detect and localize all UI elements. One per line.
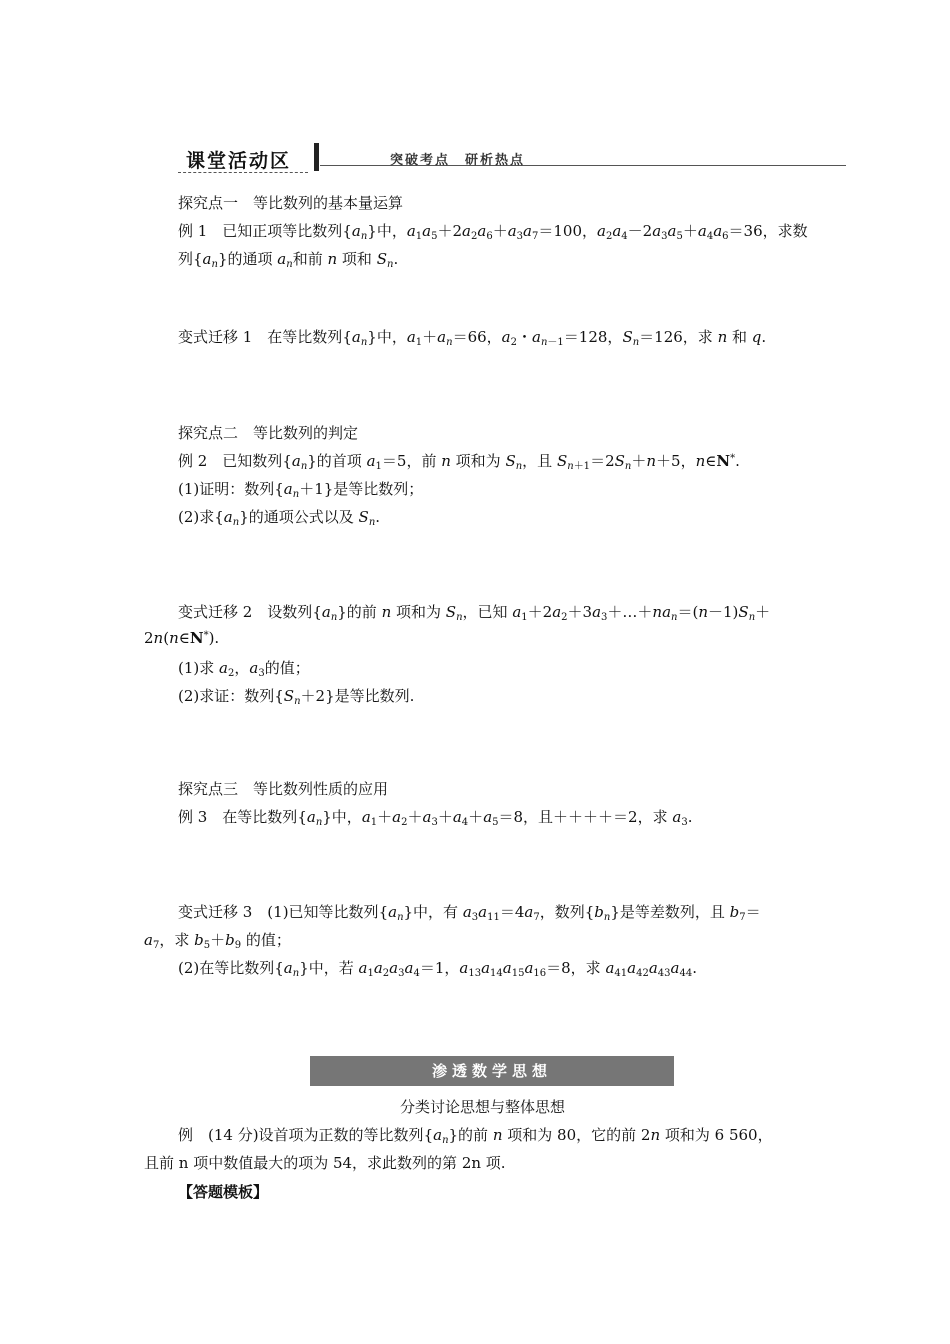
variant-3-part-2: (2)在等比数列$\{a_n\}$中，若 $a_1a_2a_3a_4=1$，$a_{13}a_{14}a_{15}a_{16}=8$，求 $a_{41}a_{42}a_{43}a_{44}$. bbox=[178, 959, 697, 979]
topic-heading-2: 探究点二 等比数列的判定 bbox=[178, 424, 359, 442]
header-dashed-underline bbox=[178, 172, 308, 173]
example-2: 例 2 已知数列$\{a_n\}$的首项 $a_1=5$，前 n 项和为 $S_n$，且 $S_{n+1}=2S_n+n+5$，n∈N*. bbox=[178, 452, 740, 472]
answer-template-label: 【答题模板】 bbox=[178, 1183, 269, 1201]
example-1-line-1: 例 1 已知正项等比数列$\{a_n\}$中，$a_1a_5+2a_2a_6+a_3a_7=100$，$a_2a_4-2a_3a_5+a_4a_6=36$，求数 bbox=[178, 222, 808, 242]
header-divider-bar bbox=[314, 143, 319, 171]
section-header-title: 课堂活动区 bbox=[186, 150, 292, 172]
section-header-subtitle: 突破考点 研析热点 bbox=[390, 153, 526, 168]
variant-2-line-1: 变式迁移 2 设数列$\{a_n\}$的前 n 项和为 $S_n$，已知 $a_1+2a_2+3a_3+\dots+na_n=(n-1)S_n+$ bbox=[178, 603, 771, 623]
thinking-example-line-2: 且前 n 项中数值最大的项为 54，求此数列的第 2n 项. bbox=[144, 1154, 506, 1172]
variant-1: 变式迁移 1 在等比数列$\{a_n\}$中，$a_1+a_n=66$，$a_2$・$a_{n-1}=128$，$S_n=126$，求 n 和 q. bbox=[178, 328, 767, 348]
variant-2-part-2: (2)求证：数列$\{S_n+2\}$是等比数列. bbox=[178, 687, 415, 707]
example-2-part-2: (2)求$\{a_n\}$的通项公式以及 $S_n$. bbox=[178, 508, 381, 528]
example-3: 例 3 在等比数列$\{a_n\}$中，$a_1+a_2+a_3+a_4+a_5=8$，且＋＋＋＋＝2，求 $a_3$. bbox=[178, 808, 693, 828]
example-1-line-2: 列$\{a_n\}$的通项 $a_n$和前 n 项和 $S_n$. bbox=[178, 250, 399, 270]
math-thinking-banner: 渗透数学思想 bbox=[310, 1056, 674, 1086]
variant-3-line-2: $a_7$，求 $b_5+b_9$ 的值； bbox=[144, 931, 291, 951]
variant-3-line-1: 变式迁移 3 (1)已知等比数列$\{a_n\}$中，有 $a_3a_{11}=4a_7$，数列$\{b_n\}$是等差数列，且 $b_7=$ bbox=[178, 903, 761, 923]
variant-2-line-2: 2n(n∈N*). bbox=[144, 629, 220, 647]
topic-heading-3: 探究点三 等比数列性质的应用 bbox=[178, 780, 389, 798]
example-2-part-1: (1)证明：数列$\{a_n+1\}$是等比数列； bbox=[178, 480, 424, 500]
thinking-title: 分类讨论思想与整体思想 bbox=[400, 1098, 566, 1116]
variant-2-part-1: (1)求 $a_2$，$a_3$的值； bbox=[178, 659, 310, 679]
thinking-example-line-1: 例 (14 分)设首项为正数的等比数列$\{a_n\}$的前 n 项和为 80，它的前 2n 项和为 6 560， bbox=[178, 1126, 773, 1146]
topic-heading-1: 探究点一 等比数列的基本量运算 bbox=[178, 194, 404, 212]
